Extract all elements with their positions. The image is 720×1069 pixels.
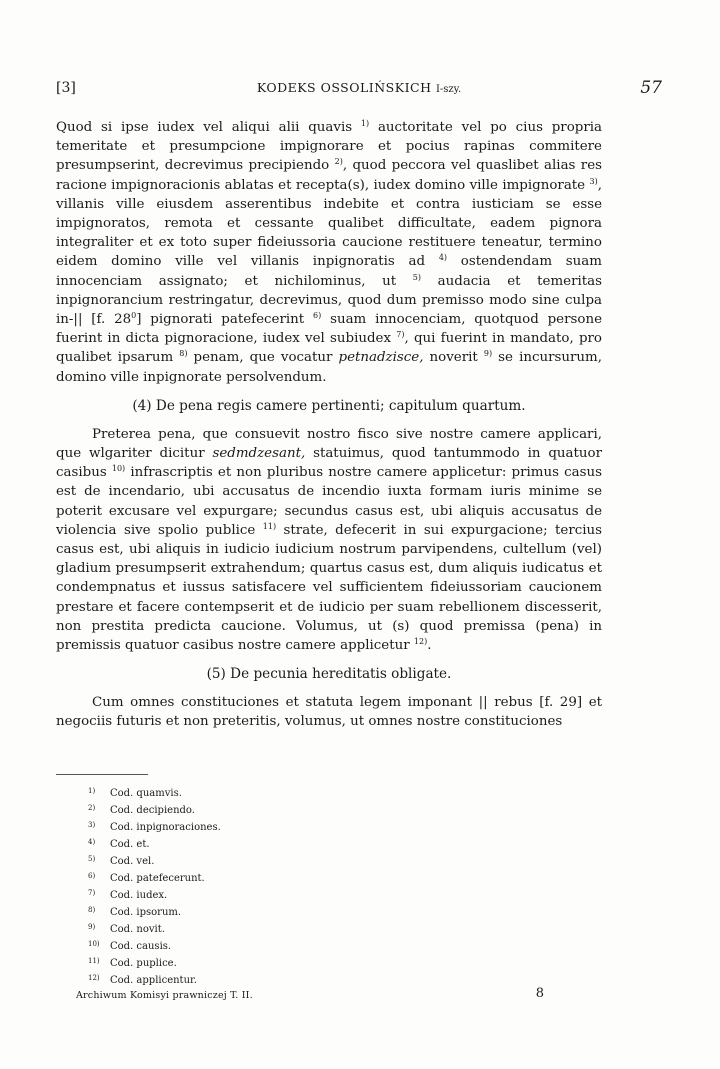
chapter-heading-5: (5) De pecunia hereditatis obligate. xyxy=(206,666,452,683)
signature-line: Archiwum Komisyi prawniczej T. II. xyxy=(76,990,253,1001)
running-title-suffix: I-szy. xyxy=(435,84,462,95)
footnote: $^{10)}$ Cod. causis. xyxy=(88,940,172,952)
footnote: $^{2)}$ Cod. decipiendo. xyxy=(88,804,195,816)
footnote-ref: 6) xyxy=(313,311,322,321)
footnote-ref: 1) xyxy=(360,119,370,128)
paragraph-1: Quod si ipse iudex vel aliqui alii quavis $^{1)}$ auctoritate vel po cius propria temeritate et presumpcione impignorare et pocius rapinas commitere presumpserint, decrevimus precipiendo $^{2)}$, quod peccora vel quaslibet alias res racione impignoracionis ablatas et recepta(s), iudex domino ville impignorate $^{3)}$, villanis ville eiusdem asserentibus indebite et contra iusticiam se esse impignoratos, remota et cessante qualibet difficultate, eadem pignora integraliter et ex toto super fideiussoria caucione restituere teneatur, termino eidem domino ville vel villanis inpignoratis ad $^{4)}$ ostendendam suam innocenciam assignato; et nichilominus, ut $^{5)}$ audacia et temeritas inpignorancium restringatur, decrevimus, quod dum premisso modo sine culpa in-|| [f. $28^0$] pignorati patefecerint $^{6)}$ suam innocenciam, quotquod persone fuerint in dicta pignoracione, iudex vel subiudex $^{7)}$, qui fuerint in mandato, pro qualibet ipsarum $^{8)}$ penam, que vocatur petnadzisce, noverit $^{9)}$ se incursurum, domino ville inpignorate persolvendum. xyxy=(56,119,603,385)
footnote: $^{8)}$ Cod. ipsorum. xyxy=(88,906,182,918)
folio-superscript: 0 xyxy=(131,311,137,321)
footnote: $^{6)}$ Cod. patefecerunt. xyxy=(88,872,205,884)
footnote-ref: 10) xyxy=(111,464,126,474)
footnote-ref: 9) xyxy=(483,349,493,359)
footnote-ref: 8) xyxy=(179,349,188,359)
footnote-ref: 5) xyxy=(412,272,421,282)
chapter-heading-4: (4) De pena regis camere pertinenti; capitulum quartum. xyxy=(132,397,526,414)
footnote-ref: 4) xyxy=(438,253,448,263)
footnotes xyxy=(88,785,221,989)
footnote: $^{1)}$ Cod. quamvis. xyxy=(88,787,182,799)
running-title xyxy=(56,80,662,95)
footnote-separator xyxy=(56,774,148,775)
signature-mark: 8 xyxy=(535,986,544,1001)
footnote: $^{7)}$ Cod. iudex. xyxy=(88,889,168,901)
footnote-ref: 11) xyxy=(262,521,277,531)
main-text xyxy=(56,118,602,732)
footnote-ref: 12) xyxy=(413,637,428,647)
footnote: $^{12)}$ Cod. applicentur. xyxy=(88,974,197,986)
footnote: $^{4)}$ Cod. et. xyxy=(88,838,150,850)
vernacular-term: petnadzisce, xyxy=(338,350,424,366)
paragraph-2: Preterea pena, que consuevit nostro fisco sive nostre camere applicari, que wlgariter dicitur sedmdzesant, statuimus, quod tantummodo in quatuor casibus $^{10)}$ infrascriptis et non pluribus nostre camere applicetur: primus casus est de incendario, ubi accusatus de incendio iuxta formam iuris minime se poterit excusare vel expurgare; secundus casus est, ubi aliquis accusatus de violencia sive spolio publice $^{11)}$ strate, defecerit in sui expurgacione; tercius casus est, ubi aliquis in iudicio iudicium nostrum parvipendens, cultellum (vel) gladium presumpserit extrahendum; quartus casus est, dum aliquis iudicatus et condempnatus et iussus satisfacere vel sufficientem fideiussoriam caucionem prestare et facere contempserit et de iudicio per suam rebellionem discesserit, non prestita predicta caucione. Volumus, ut (s) quod premissa (pena) in premissis quatuor casibus nostre camere applicetur $^{12)}$. xyxy=(56,426,602,654)
running-title-main: KODEKS OSSOLIŃSKICH xyxy=(256,80,432,95)
footnote: $^{11)}$ Cod. puplice. xyxy=(88,957,177,969)
footnote-ref: 7) xyxy=(396,330,405,340)
page-number: 57 xyxy=(640,78,662,98)
footnote-ref: 3) xyxy=(589,176,598,186)
footnote: $^{5)}$ Cod. vel. xyxy=(88,855,155,867)
page-header xyxy=(56,78,662,102)
footnote: $^{9)}$ Cod. novit. xyxy=(88,923,165,935)
section-number: [3] xyxy=(56,80,76,96)
footnote: $^{3)}$ Cod. inpignoraciones. xyxy=(88,821,221,833)
paragraph-3: Cum omnes constituciones et statuta legem imponant || rebus [f. 29] et negociis futuris et non preteritis, volumus, ut omnes nostre constituciones xyxy=(56,695,602,730)
page-footer xyxy=(76,986,544,1004)
footnote-ref: 2) xyxy=(334,157,343,167)
vernacular-term: sedmdzesant, xyxy=(212,446,306,462)
